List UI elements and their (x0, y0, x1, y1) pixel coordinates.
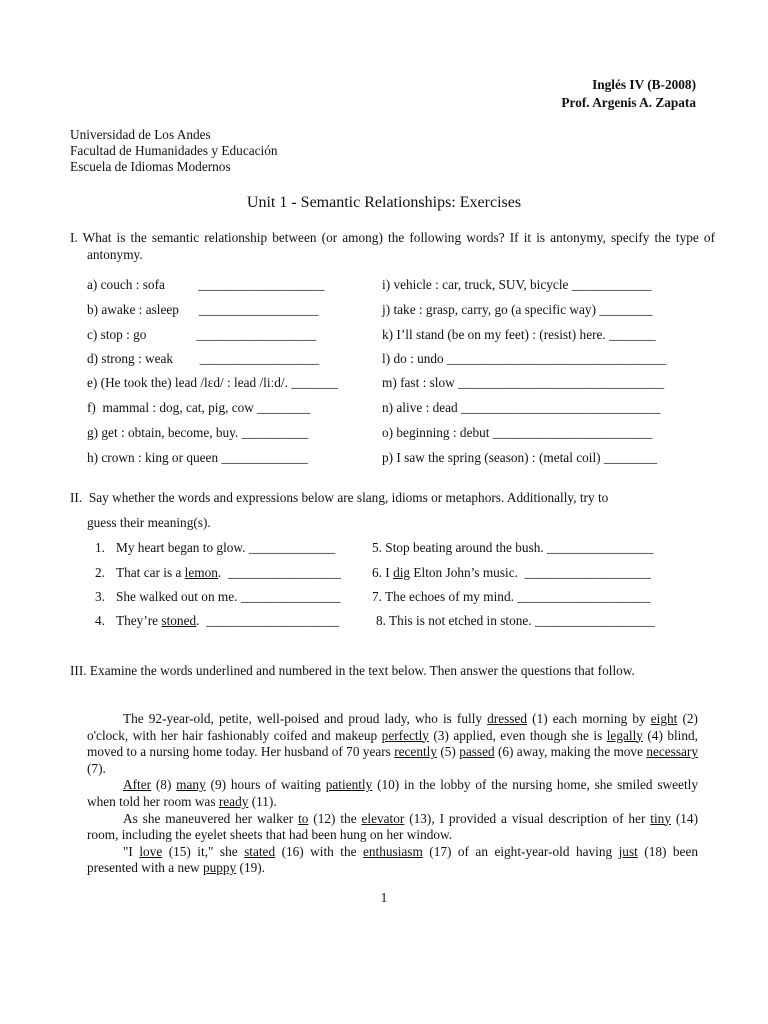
underlined-word: many (176, 777, 206, 793)
course-header (561, 76, 696, 112)
section-1-instruction: I. What is the semantic relationship between (or among) the following words? If it is antonymy, specify the type of antonymy. (70, 230, 715, 262)
exercise-item: a) couch : sofa ___________________ (87, 277, 325, 292)
institution-block (70, 127, 278, 175)
passage-paragraph: The 92-year-old, petite, well-poised and proud lady, who is fully dressed (1) each morning by eight (2) o'clock, with her hair fashionably coifed and makeup perfectly (3) applied, even though she is legally (4) blind, moved to a nursing home today. Her husband of 70 years recently (5) passed (6) away, making the move necessary (7). (87, 711, 698, 776)
exercise-item: n) alive : dead ______________________________ (382, 400, 661, 415)
page-number: 1 (380, 890, 388, 905)
underlined-word: lemon (184, 565, 218, 580)
section-3-instruction: III. Examine the words underlined and numbered in the text below. Then answer the questions that follow. (70, 663, 635, 678)
underlined-word: legally (606, 727, 643, 743)
exercise-item: l) do : undo _________________________________ (382, 351, 667, 366)
exercise-item: f) mammal : dog, cat, pig, cow ________ (87, 400, 311, 415)
underlined-word: recently (394, 744, 438, 760)
expression-item: 6. I dig Elton John’s music. ___________________ (372, 565, 651, 580)
passage-paragraph: After (8) many (9) hours of waiting patiently (10) in the lobby of the nursing home, she smiled sweetly when told her room was ready (11). (87, 777, 698, 809)
underlined-word: elevator (361, 810, 405, 826)
page-title: Unit 1 - Semantic Relationships: Exercises (246, 194, 522, 211)
institution-line: Facultad de Humanidades y Educación (70, 143, 278, 158)
underlined-word: eight (650, 711, 678, 726)
underlined-word: puppy (202, 860, 237, 876)
underlined-word: dressed (487, 711, 528, 726)
underlined-word: After (123, 777, 152, 793)
expression-item: They’re stoned. ____________________ (116, 613, 340, 628)
exercise-item: g) get : obtain, become, buy. __________ (87, 425, 309, 440)
exercise-item: m) fast : slow _______________________________ (382, 375, 665, 390)
underlined-word: tiny (650, 810, 671, 826)
underlined-word: necessary (646, 744, 698, 760)
section-2-instruction: II. Say whether the words and expressions below are slang, idioms or metaphors. Additionally, try to (70, 490, 609, 505)
underlined-word: stated (244, 843, 276, 859)
underlined-word: passed (459, 744, 495, 760)
item-number: 4. (95, 613, 105, 628)
exercise-item: c) stop : go __________________ (87, 327, 316, 342)
exercise-item: o) beginning : debut ________________________ (382, 425, 653, 440)
reading-passage (87, 711, 698, 877)
professor-name: Prof. Argenis A. Zapata (561, 95, 696, 110)
exercise-item: i) vehicle : car, truck, SUV, bicycle ____________ (382, 277, 652, 292)
institution-line: Escuela de Idiomas Modernos (70, 159, 231, 174)
underlined-word: stoned (161, 613, 197, 628)
exercise-item: e) (He took the) lead /lɛd/ : lead /liːd/. _______ (87, 375, 338, 390)
exercise-item: d) strong : weak __________________ (87, 351, 320, 366)
expression-item: My heart began to glow. _____________ (116, 540, 336, 555)
passage-paragraph: As she maneuvered her walker to (12) the elevator (13), I provided a visual description of her tiny (14) room, including the eyelet sheets that had been hung on her window. (87, 810, 699, 843)
expression-item: 5. Stop beating around the bush. ________________ (372, 540, 654, 555)
underlined-word: enthusiasm (362, 843, 423, 859)
exercise-item: k) I’ll stand (be on my feet) : (resist) here. _______ (382, 327, 656, 342)
underlined-word: love (139, 843, 163, 859)
underlined-word: dig (393, 565, 411, 580)
exercise-item: j) take : grasp, carry, go (a specific way) ________ (382, 302, 653, 317)
expression-item: That car is a lemon. _________________ (116, 565, 341, 580)
expression-item: She walked out on me. _______________ (116, 589, 341, 604)
underlined-word: just (618, 843, 638, 859)
expression-item: 7. The echoes of my mind. ____________________ (372, 589, 651, 604)
course-name: Inglés IV (B-2008) (592, 77, 696, 92)
section-2-instruction-cont: guess their meaning(s). (87, 515, 211, 530)
passage-paragraph: "I love (15) it," she stated (16) with the enthusiasm (17) of an eight-year-old having just (18) been presented with a new puppy (19). (87, 843, 698, 876)
item-number: 3. (95, 589, 105, 604)
exercise-item: h) crown : king or queen _____________ (87, 450, 308, 465)
underlined-word: ready (218, 793, 249, 809)
item-number: 2. (95, 565, 105, 580)
underlined-word: to (298, 810, 309, 826)
underlined-word: perfectly (381, 727, 429, 743)
expression-item: 8. This is not etched in stone. __________________ (376, 613, 655, 628)
exercise-item: b) awake : asleep __________________ (87, 302, 319, 317)
underlined-word: patiently (325, 777, 373, 793)
institution-line: Universidad de Los Andes (70, 127, 211, 142)
item-number: 1. (95, 540, 105, 555)
exercise-item: p) I saw the spring (season) : (metal coil) ________ (382, 450, 658, 465)
